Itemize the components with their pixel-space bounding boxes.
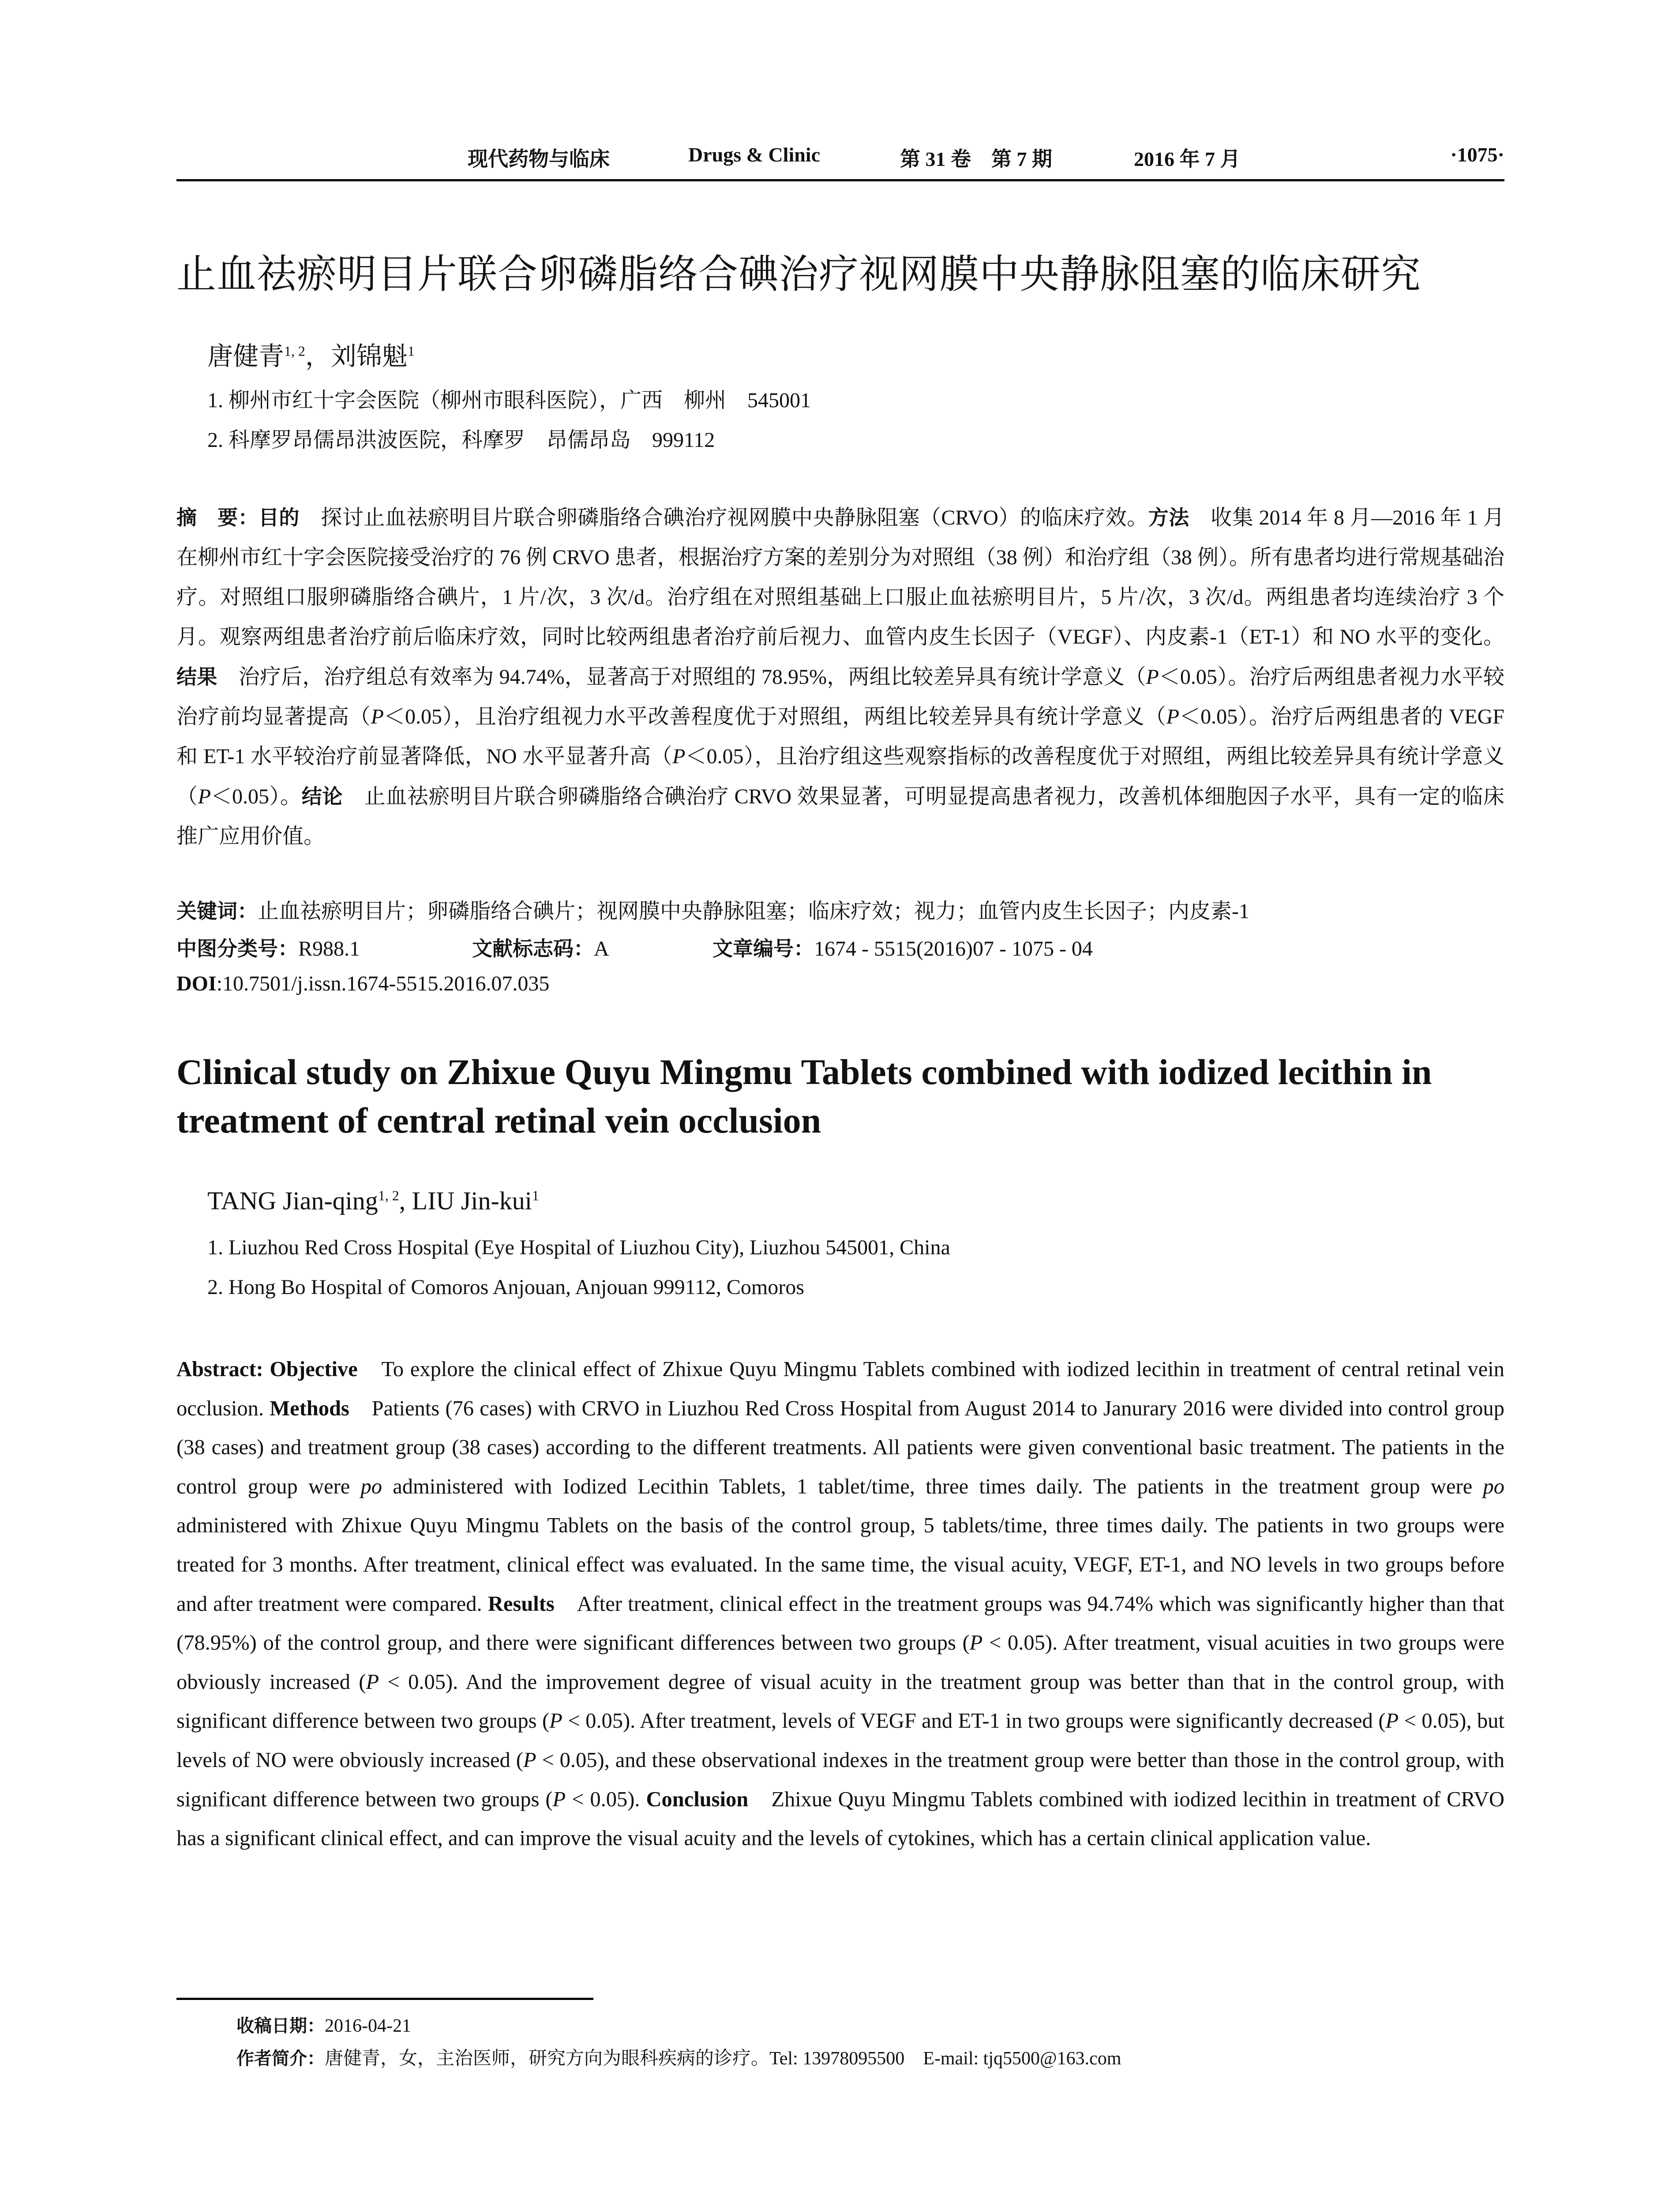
english-abstract <box>176 1350 1504 1858</box>
results-text: 治疗后，治疗组总有效率为 94.74%，显著高于对照组的 78.95%，两组比较差异具有统计学意义（ <box>217 665 1146 689</box>
results-text: < 0.05), and these observational indexes in the treatment group were better than those in the control group, with significant difference between two groups ( <box>176 1748 1504 1811</box>
p-symbol: P <box>1146 665 1159 689</box>
abstract-objective-label: Abstract: Objective <box>176 1358 358 1381</box>
english-affiliation-1: 1. Liuzhou Red Cross Hospital (Eye Hospital of Liuzhou City), Liuzhou 545001, China <box>207 1236 950 1259</box>
results-text: ＜0.05）。治疗后两组患者视力水平较治疗前均显著提高（ <box>176 665 1504 728</box>
author-affiliation-mark: 1 <box>532 1188 539 1204</box>
received-date-value: 2016-04-21 <box>325 2016 411 2036</box>
chinese-authors <box>207 335 415 372</box>
clc-label: 中图分类号： <box>176 937 298 960</box>
keywords-text: 止血祛瘀明目片；卵磷脂络合碘片；视网膜中央静脉阻塞；临床疗效；视力；血管内皮生长因子；内皮素-1 <box>258 900 1249 923</box>
page-number: ·1075· <box>1450 143 1504 166</box>
chinese-title: 止血祛瘀明目片联合卵磷脂络合碘治疗视网膜中央静脉阻塞的临床研究 <box>176 251 1421 297</box>
results-text: < 0.05). And the improvement degree of visual acuity in the treatment group was better than that in the control group, with significant difference between two groups ( <box>176 1670 1504 1733</box>
methods-text: administered with Iodized Lecithin Tablets, 1 tablet/time, three times daily. The patients in the treatment group were <box>382 1474 1483 1498</box>
results-label: 结果 <box>176 665 218 689</box>
p-symbol: P <box>523 1748 536 1772</box>
p-symbol: P <box>371 705 384 728</box>
conclusion-text: 止血祛瘀明目片联合卵磷脂络合碘治疗 CRVO 效果显著，可明显提高患者视力，改善机体细胞因子水平，具有一定的临床推广应用价值。 <box>176 785 1504 848</box>
methods-label: Methods <box>270 1396 349 1420</box>
author-name: 唐健青 <box>207 342 285 371</box>
chinese-affiliation-2: 2. 科摩罗昂儒昂洪波医院，科摩罗 昂儒昂岛 999112 <box>207 428 715 452</box>
doi-label: DOI <box>176 972 217 995</box>
conclusion-label: Conclusion <box>646 1787 749 1811</box>
english-authors <box>207 1186 539 1216</box>
chinese-abstract <box>176 498 1504 856</box>
author-affiliation-mark: 1, 2 <box>378 1188 399 1204</box>
received-date-label: 收稿日期： <box>236 2016 325 2036</box>
p-symbol: P <box>969 1631 983 1655</box>
author-name: TANG Jian-qing <box>207 1186 378 1215</box>
p-symbol: P <box>198 785 211 808</box>
p-symbol: P <box>366 1670 379 1694</box>
article-number-label: 文章编号： <box>712 937 814 960</box>
results-text: < 0.05). After treatment, visual acuities in two groups were obviously increased ( <box>176 1631 1504 1694</box>
running-header <box>176 140 1504 181</box>
volume-issue: 第 31 卷 第 7 期 <box>900 148 1052 170</box>
doi-line <box>176 972 549 996</box>
abstract-label: 摘 要： <box>176 506 259 529</box>
doi-value: :10.7501/j.issn.1674-5515.2016.07.035 <box>216 972 550 995</box>
author-separator: , <box>399 1186 412 1215</box>
methods-text: administered with Zhixue Quyu Mingmu Tablets on the basis of the control group, 5 tablets/time, three times daily. The patients in two groups were treated for 3 months. After treatment, clinical effect was evaluated. In the same time, the visual acuity, VEGF, ET-1, and NO levels in two groups before and after treatment were compared. <box>176 1514 1504 1616</box>
english-title: Clinical study on Zhixue Quyu Mingmu Tablets combined with iodized lecithin in treatment of central retinal vein occlusion <box>176 1052 1432 1141</box>
keywords-line <box>176 894 1249 924</box>
results-text: After treatment, clinical effect in the treatment groups was 94.74% which was significantly higher than that (78.95%) of the control group, and there were significant differences between two groups ( <box>176 1592 1504 1655</box>
po-term: po <box>1483 1474 1504 1498</box>
results-text: ＜0.05），且治疗组这些观察指标的改善程度优于对照组，两组比较差异具有统计学意义（ <box>176 745 1504 808</box>
p-symbol: P <box>1385 1709 1399 1733</box>
results-text: ＜0.05），且治疗组视力水平改善程度优于对照组，两组比较差异具有统计学意义（ <box>384 705 1166 728</box>
conclusion-text: Zhixue Quyu Mingmu Tablets combined with iodized lecithin in treatment of CRVO has a significant clinical effect, and can improve the visual acuity and the levels of cytokines, which has a certain clinical application value. <box>176 1787 1504 1850</box>
classification-line <box>176 933 1093 962</box>
results-text: < 0.05). <box>566 1787 646 1811</box>
p-symbol: P <box>552 1787 566 1811</box>
author-separator: ， <box>305 342 331 371</box>
methods-text: Patients (76 cases) with CRVO in Liuzhou Red Cross Hospital from August 2014 to Janurary 2016 were divided into control group (38 cases) and treatment group (38 cases) according to the different treatments. All patients were given conventional basic treatment. The patients in the control group were <box>176 1396 1504 1498</box>
chinese-affiliation-1: 1. 柳州市红十字会医院（柳州市眼科医院），广西 柳州 545001 <box>207 389 811 412</box>
article-number-value: 1674 - 5515(2016)07 - 1075 - 04 <box>814 937 1093 960</box>
author-name: 刘锦魁 <box>330 342 408 371</box>
p-symbol: P <box>672 745 686 768</box>
author-bio-label: 作者简介： <box>236 2048 325 2069</box>
p-symbol: P <box>1166 705 1180 728</box>
objective-text: To explore the clinical effect of Zhixue Quyu Mingmu Tablets combined with iodized lecithin in treatment of central retinal vein occlusion. <box>176 1358 1505 1420</box>
p-symbol: P <box>549 1709 562 1733</box>
results-label: Results <box>488 1592 555 1616</box>
author-bio-text: 唐健青，女，主治医师，研究方向为眼科疾病的诊疗。Tel: 13978095500 E-mail: tjq5500@163.com <box>325 2048 1121 2069</box>
objective-label: 目的 <box>258 506 300 529</box>
author-affiliation-mark: 1 <box>407 343 415 359</box>
po-term: po <box>360 1474 382 1498</box>
journal-name-en: Drugs & Clinic <box>688 143 820 166</box>
methods-label: 方法 <box>1148 506 1189 529</box>
results-text: < 0.05). After treatment, levels of VEGF and ET-1 in two groups were significantly decreased ( <box>562 1709 1386 1733</box>
author-bio-note <box>236 2044 1121 2070</box>
methods-text: 收集 2014 年 8 月—2016 年 1 月在柳州市红十字会医院接受治疗的 76 例 CRVO 患者，根据治疗方案的差别分为对照组（38 例）和治疗组（38 例）。所有患者均进行常规基础治疗。对照组口服卵磷脂络合碘片，1 片/次，3 次/d。治疗组在对照组基础上口服止血祛瘀明目片，5 片/次，3 次/d。两组患者均连续治疗 3 个月。观察两组患者治疗前后临床疗效，同时比较两组患者治疗前后视力、血管内皮生长因子（VEGF）、内皮素-1（ET-1）和 NO 水平的变化。 <box>176 506 1505 649</box>
objective-text: 探讨止血祛瘀明目片联合卵磷脂络合碘治疗视网膜中央静脉阻塞（CRVO）的临床疗效。 <box>299 506 1148 529</box>
footnote-divider <box>176 1998 593 2000</box>
journal-name-cn: 现代药物与临床 <box>468 148 610 170</box>
author-affiliation-mark: 1, 2 <box>284 343 305 359</box>
author-name: LIU Jin-kui <box>412 1186 532 1215</box>
issue-date: 2016 年 7 月 <box>1134 148 1241 170</box>
conclusion-label: 结论 <box>301 784 343 808</box>
keywords-label: 关键词： <box>176 899 258 923</box>
document-code-value: A <box>594 937 609 960</box>
document-code-label: 文献标志码： <box>472 937 594 960</box>
results-text: ＜0.05）。 <box>210 785 302 808</box>
results-text: < 0.05), but levels of NO were obviously increased ( <box>176 1709 1504 1772</box>
english-affiliation-2: 2. Hong Bo Hospital of Comoros Anjouan, Anjouan 999112, Comoros <box>207 1276 804 1299</box>
received-date-note <box>236 2012 411 2037</box>
clc-value: R988.1 <box>298 937 360 960</box>
results-text: ＜0.05）。治疗后两组患者的 VEGF 和 ET-1 水平较治疗前显著降低，NO 水平显著升高（ <box>176 705 1504 768</box>
